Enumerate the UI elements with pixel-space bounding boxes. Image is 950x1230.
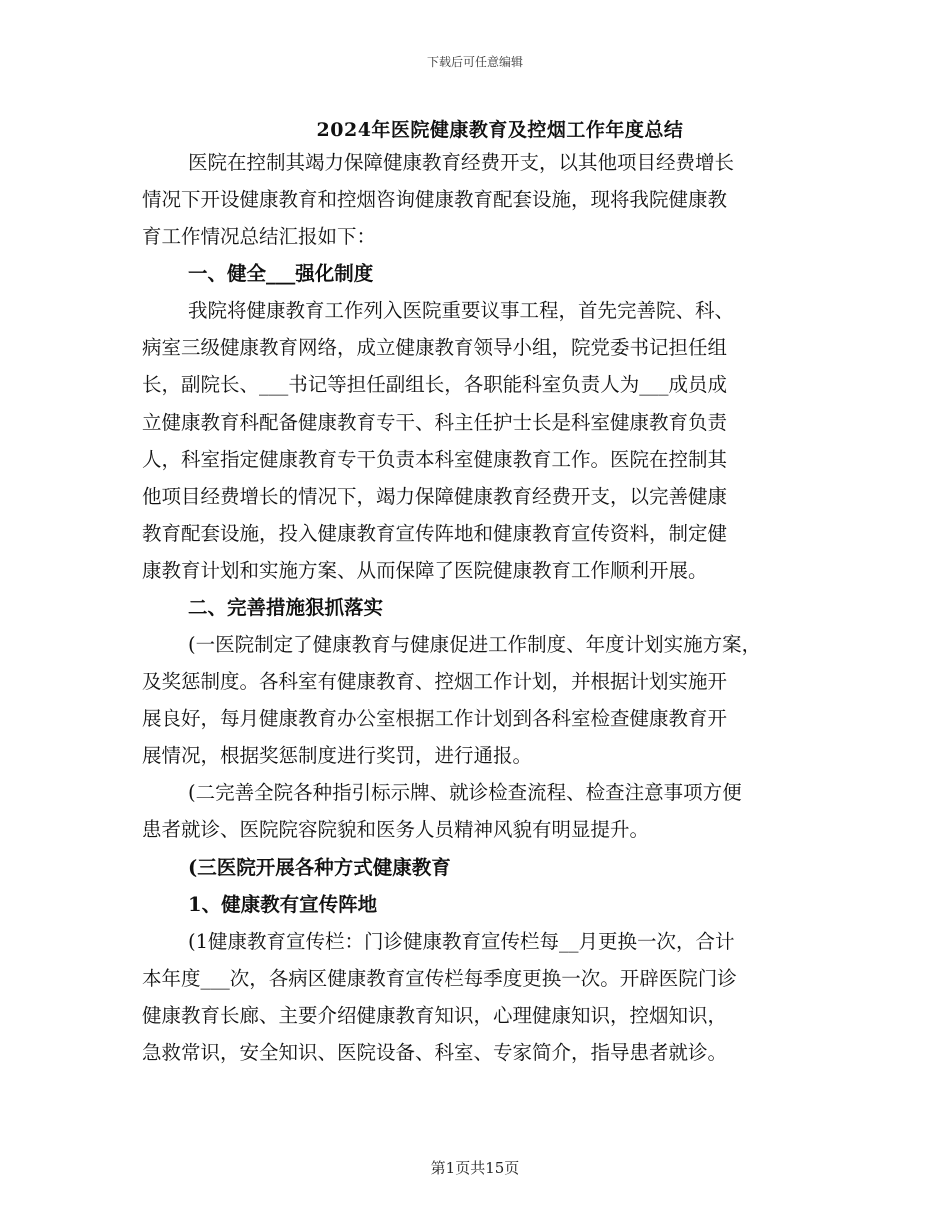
body-line: (1健康教育宣传栏：门诊健康教育宣传栏每__月更换一次，合计 xyxy=(188,930,735,953)
body-line: 育工作情况总结汇报如下： xyxy=(142,225,377,248)
body-line: 健康教育长廊、主要介绍健康教育知识，心理健康知识，控烟知识， xyxy=(142,1004,728,1027)
body-line: 长，副院长、___书记等担任副组长，各职能科室负责人为___成员成 xyxy=(142,373,728,396)
subsection-heading: 1、健康教有宣传阵地 xyxy=(188,893,378,916)
body-line: 人，科室指定健康教育专干负责本科室健康教育工作。医院在控制其 xyxy=(142,448,728,471)
body-line: (二完善全院各种指引标示牌、就诊检查流程、检查注意事项方便 xyxy=(188,781,742,804)
body-line: (一医院制定了健康教育与健康促进工作制度、年度计划实施方案， xyxy=(188,633,762,656)
body-line: 病室三级健康教育网络，成立健康教育领导小组，院党委书记担任组 xyxy=(142,336,728,359)
body-line: 展良好，每月健康教育办公室根据工作计划到各科室检查健康教育开 xyxy=(142,707,728,730)
body-line: 患者就诊、医院院容院貌和医务人员精神风貌有明显提升。 xyxy=(142,818,650,841)
body-line: 他项目经费增长的情况下，竭力保障健康教育经费开支，以完善健康 xyxy=(142,485,728,508)
page-footer: 第1页共15页 xyxy=(430,1159,520,1177)
body-line: 本年度___次，各病区健康教育宣传栏每季度更换一次。开辟医院门诊 xyxy=(142,967,737,990)
body-line: 康教育计划和实施方案、从而保障了医院健康教育工作顺利开展。 xyxy=(142,559,708,582)
body-line: 及奖惩制度。各科室有健康教育、控烟工作计划，并根据计划实施开 xyxy=(142,670,728,693)
body-line: 情况下开设健康教育和控烟咨询健康教育配套设施，现将我院健康教 xyxy=(142,188,728,211)
body-line: 急救常识，安全知识、医院设备、科室、专家简介，指导患者就诊。 xyxy=(142,1041,728,1064)
subsection-heading: (三医院开展各种方式健康教育 xyxy=(188,856,451,879)
section-heading: 一、健全___强化制度 xyxy=(188,262,374,285)
body-line: 立健康教育科配备健康教育专干、科主任护士长是科室健康教育负责 xyxy=(142,411,728,434)
section-heading: 二、完善措施狠抓落实 xyxy=(188,596,384,619)
body-line: 教育配套设施，投入健康教育宣传阵地和健康教育宣传资料，制定健 xyxy=(142,522,728,545)
document-title: 2024年医院健康教育及控烟工作年度总结 xyxy=(316,119,684,141)
body-line: 我院将健康教育工作列入医院重要议事工程，首先完善院、科、 xyxy=(188,299,735,322)
header-note: 下载后可任意编辑 xyxy=(426,55,523,69)
body-line: 展情况，根据奖惩制度进行奖罚，进行通报。 xyxy=(142,744,533,767)
body-line: 医院在控制其竭力保障健康教育经费开支，以其他项目经费增长 xyxy=(188,151,735,174)
